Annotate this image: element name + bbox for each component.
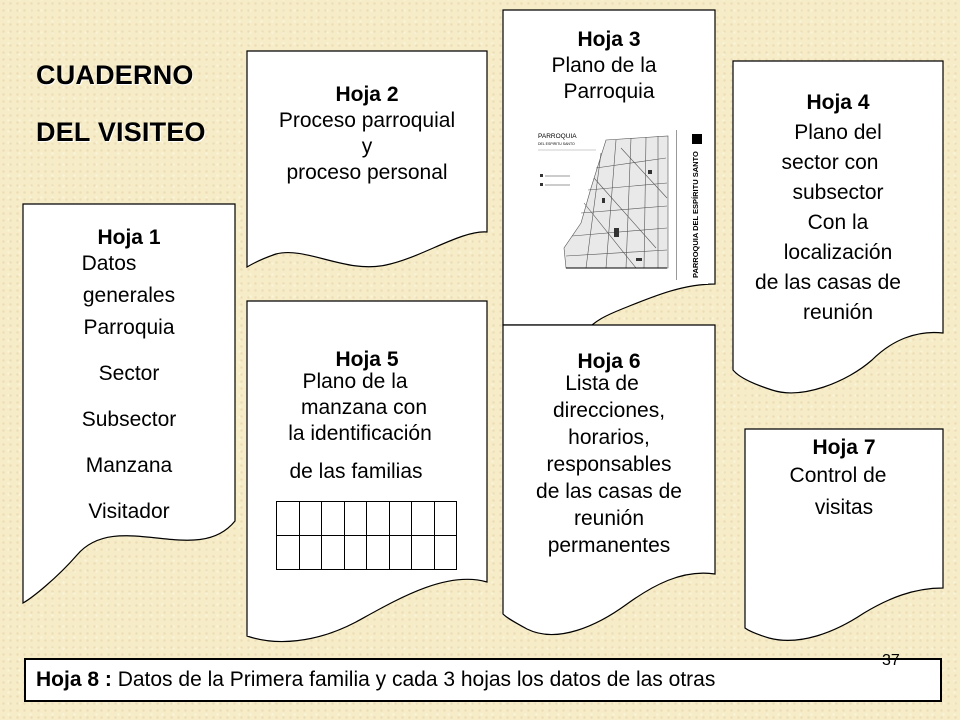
hoja5-line-4: de las familias (289, 460, 423, 483)
hoja1-item-manzana: Manzana (85, 454, 173, 477)
grid-cell (344, 502, 367, 536)
hoja3-line-2: Parroquia (563, 80, 655, 103)
hoja4-line-5: localización (783, 241, 893, 264)
hoja7-line-1: Control de (789, 464, 887, 487)
hoja6-document (502, 324, 716, 648)
hoja1-document (22, 203, 236, 605)
hoja6-line-2: direcciones, (552, 399, 666, 422)
hoja6-line-4: responsables (546, 453, 672, 476)
hoja5-line-2: manzana con (300, 396, 428, 419)
hoja7-heading: Hoja 7 (812, 436, 876, 459)
grid-row (277, 536, 457, 570)
hoja5-heading: Hoja 5 (335, 348, 399, 371)
grid-cell (412, 536, 435, 570)
hoja4-line-1: Plano del (794, 121, 882, 144)
hoja3-heading: Hoja 3 (577, 28, 641, 51)
hoja6-line-5: de las casas de (536, 480, 682, 503)
diagram-title-line2: DEL VISITEO (36, 117, 206, 147)
hoja6-line-7: permanentes (547, 534, 671, 557)
grid-cell (344, 536, 367, 570)
grid-cell (389, 502, 412, 536)
grid-cell (367, 536, 390, 570)
map-header: PARROQUIA (538, 133, 577, 140)
hoja7-document (744, 428, 944, 650)
hoja2-line-3: proceso personal (286, 161, 448, 184)
grid-cell (322, 502, 345, 536)
map-side-label: PARROQUIA DEL ESPÍRITU SANTO (691, 151, 700, 278)
footer-label: Hoja 8 : (36, 668, 112, 691)
grid-cell (322, 536, 345, 570)
hoja1-item-subsector: Subsector (81, 408, 177, 431)
hoja2-heading: Hoja 2 (335, 83, 399, 106)
grid-row (277, 502, 457, 536)
hoja6-line-6: reunión (573, 507, 645, 530)
hoja4-line-2: sector con (781, 151, 879, 174)
hoja4-line-6: de las casas de (755, 271, 901, 294)
grid-cell (412, 502, 435, 536)
grid-cell (434, 536, 457, 570)
hoja2-line-1: Proceso parroquial (278, 109, 456, 132)
family-grid (276, 501, 457, 570)
hoja2-line-2: y (361, 135, 373, 158)
diagram-title-line1: CUADERNO (36, 60, 194, 90)
page-number: 37 (882, 652, 900, 669)
grid-cell (389, 536, 412, 570)
grid-cell (434, 502, 457, 536)
hoja1-line-1: Datos (81, 252, 137, 275)
hoja1-heading: Hoja 1 (97, 226, 161, 249)
hoja8-footer (24, 658, 942, 702)
hoja1-line-2: generales (82, 284, 176, 307)
hoja4-heading: Hoja 4 (806, 91, 870, 114)
hoja1-line-3: Parroquia (83, 316, 175, 339)
grid-cell (277, 536, 300, 570)
hoja4-line-7: reunión (802, 301, 874, 324)
parish-map-image (536, 128, 708, 284)
hoja5-line-1: Plano de la (302, 370, 408, 393)
hoja6-line-1: Lista de (565, 372, 639, 395)
hoja4-line-3: subsector (792, 181, 884, 204)
hoja3-line-1: Plano de la (551, 54, 657, 77)
hoja1-item-visitador: Visitador (88, 500, 170, 523)
footer-text: Datos de la Primera familia y cada 3 hojas los datos de las otras (117, 668, 716, 691)
grid-cell (277, 502, 300, 536)
hoja1-item-sector: Sector (98, 362, 160, 385)
hoja4-document (732, 60, 944, 396)
map-subheader: DEL ESPIRITU SANTO (538, 142, 575, 146)
grid-cell (367, 502, 390, 536)
hoja4-line-4: Con la (807, 211, 869, 234)
grid-cell (299, 502, 322, 536)
grid-cell (299, 536, 322, 570)
hoja6-heading: Hoja 6 (577, 350, 641, 373)
hoja6-line-3: horarios, (568, 426, 650, 449)
hoja5-line-3: la identificación (288, 422, 432, 445)
hoja7-line-2: visitas (814, 496, 874, 519)
hoja5-document (246, 300, 488, 650)
hoja2-document (246, 50, 488, 278)
